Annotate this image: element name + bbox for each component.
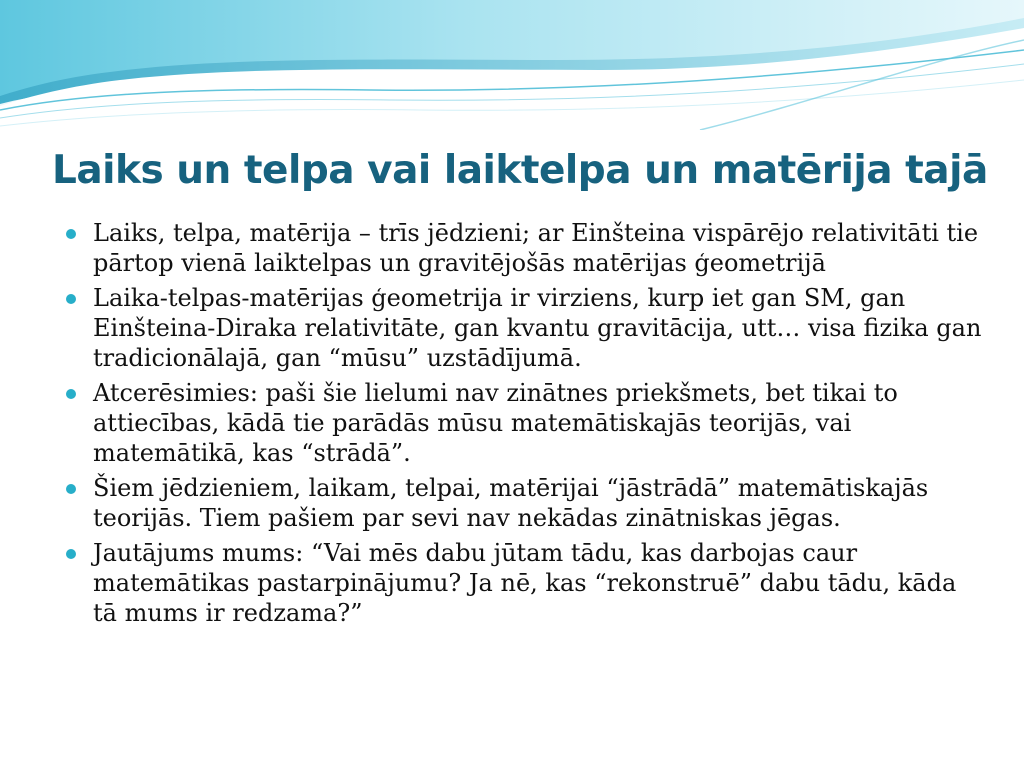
bullet-icon: [66, 294, 76, 304]
bullet-text: Jautājums mums: “Vai mēs dabu jūtam tādu, kas darbojas caur matemātikas pastarpinājumu? Ja nē, kas “rekonstruē” dabu tādu, kāda tā mums ir redzama?”: [93, 539, 957, 627]
bullet-item: [62, 378, 982, 468]
bullet-icon: [66, 549, 76, 559]
bullet-icon: [66, 484, 76, 494]
bullet-text: Šiem jēdzieniem, laikam, telpai, matērijai “jāstrādā” matemātiskajās teorijās. Tiem pašiem par sevi nav nekādas zinātniskas jēgas.: [93, 474, 929, 532]
bullet-icon: [66, 229, 76, 239]
bullet-icon: [66, 389, 76, 399]
slide-title: Laiks un telpa vai laiktelpa un matērija tajā: [52, 148, 988, 193]
wave-header-decoration: [0, 0, 1024, 130]
bullet-text: Atcerēsimies: paši šie lielumi nav zinātnes priekšmets, bet tikai to attiecības, kādā tie parādās mūsu matemātiskajās teorijās, vai matemātikā, kas “strādā”.: [93, 379, 898, 467]
bullet-text: Laiks, telpa, matērija – trīs jēdzieni; ar Einšteina vispārējo relativitāti tie pārtop vienā laiktelpas un gravitējošās matērijas ģeometrijā: [93, 219, 979, 277]
bullet-item: [62, 473, 982, 533]
bullet-item: [62, 283, 982, 373]
bullet-item: [62, 218, 982, 278]
bullet-text: Laika-telpas-matērijas ģeometrija ir virziens, kurp iet gan SM, gan Einšteina-Diraka relativitāte, gan kvantu gravitācija, utt… visa fizika gan tradicionālajā, gan “mūsu” uzstādījumā.: [93, 284, 982, 372]
bullet-list: [62, 218, 982, 633]
bullet-item: [62, 538, 982, 628]
